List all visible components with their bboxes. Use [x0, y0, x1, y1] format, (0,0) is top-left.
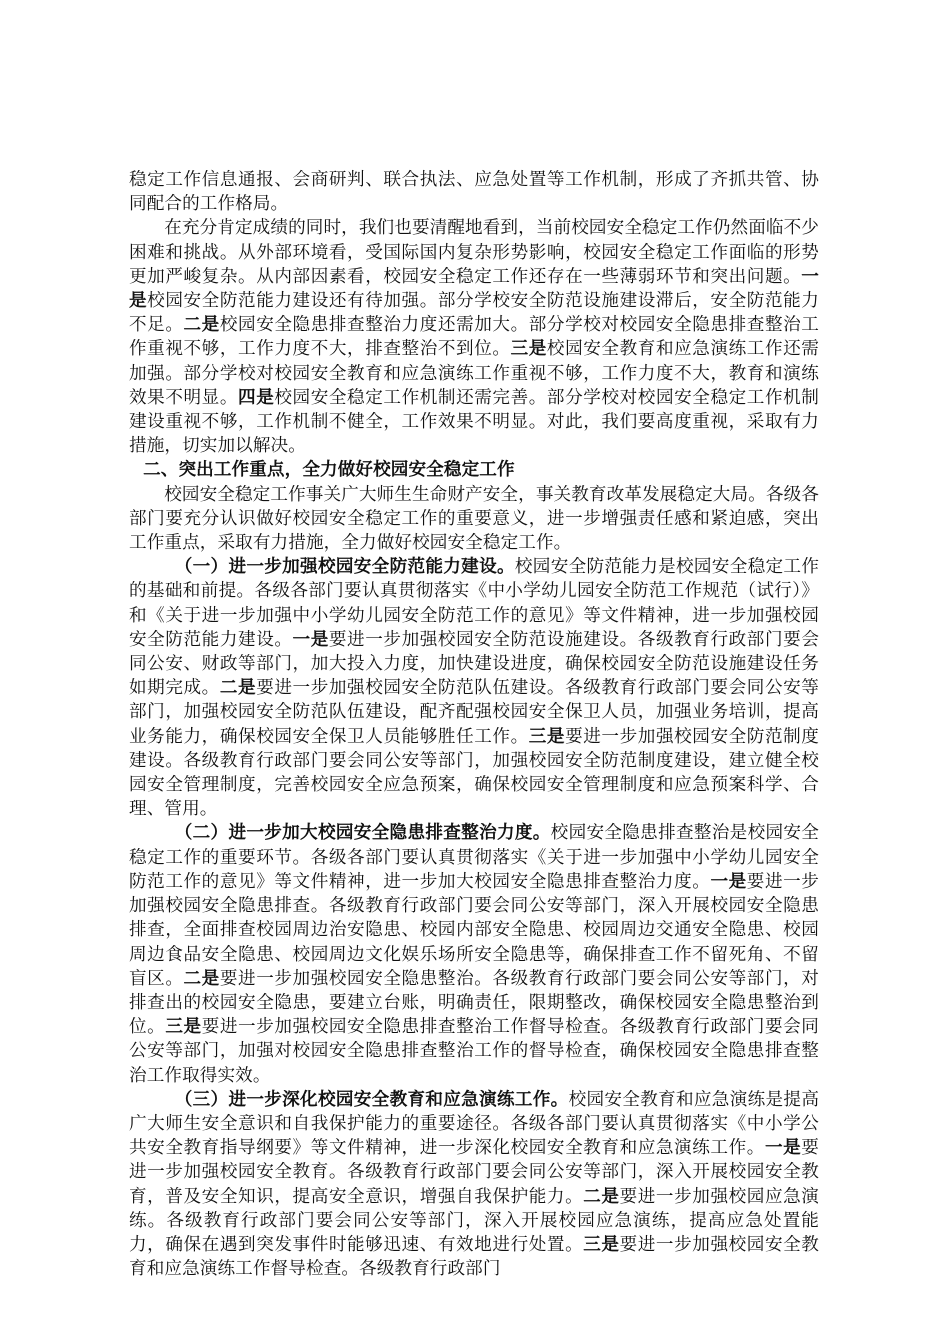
paragraph [129, 555, 819, 821]
section-heading [129, 458, 819, 482]
bold-run: 二是 [183, 967, 220, 989]
text-run: 要进一步加强校园安全隐患排查。各级教育行政部门要会同公安等部门，深入开展校园安全隐患排查，全面排查校园周边治安隐患、校园内部安全隐患、校园周边交通安全隐患、校园周边食品安全隐患、校园周边文化娱乐场所安全隐患等，确保排查工作不留死角、不留盲区。 [129, 871, 820, 989]
text-run: 校园安全防范能力建设还有待加强。部分学校安全防范设施建设滞后，安全防范能力不足。 [129, 291, 819, 336]
subheading-run: （一）进一步加强校园安全防范能力建设。 [174, 556, 515, 578]
subheading-run: （三）进一步深化校园安全教育和应急演练工作。 [174, 1088, 569, 1110]
paragraph [129, 216, 819, 458]
text-run: 校园安全稳定工作机制还需完善。部分学校对校园安全稳定工作机制建设重视不够，工作机制不健全，工作效果不明显。对此，我们要高度重视，采取有力措施，切实加以解决。 [129, 387, 819, 457]
text-run: 校园安全隐患排查整治力度还需加大。部分学校对校园安全隐患排查整治工作重视不够，工作力度不大，排查整治不到位。 [129, 315, 819, 360]
bold-run: 一是 [129, 265, 819, 312]
text-run: 要进一步加强校园安全防范设施建设。各级教育行政部门要会同公安、财政等部门，加大投入力度，加快建设进度，确保校园安全防范设施建设任务如期完成。 [129, 629, 820, 699]
text-run: 要进一步加强校园应急演练。各级教育行政部门要会同公安等部门，深入开展校园应急演练，提高应急处置能力，确保在遇到突发事件时能够迅速、有效地进行处置。 [129, 1186, 819, 1255]
heading-text: 二、突出工作重点，全力做好校园安全稳定工作 [143, 459, 515, 481]
text-run: 校园安全教育和应急演练是提高广大师生安全意识和自我保护能力的重要途径。各级各部门要认真贯彻落实《中小学公共安全教育指导纲要》等文件精神，进一步深化校园安全教育和应急演练工作。 [129, 1089, 820, 1159]
bold-run: 三是 [528, 725, 566, 747]
text-run: 要进一步加强校园安全教育和应急演练工作督导检查。各级教育行政部门 [129, 1234, 819, 1280]
bold-run: 一是 [710, 870, 747, 892]
bold-run: 二是 [219, 677, 257, 699]
text-run: 稳定工作信息通报、会商研判、联合执法、应急处置等工作机制，形成了齐抓共管、协同配合的工作格局。 [129, 170, 819, 215]
text-run: 要进一步加强校园安全教育。各级教育行政部门要会同公安等部门，深入开展校园安全教育，普及安全知识，提高安全意识，增强自我保护能力。 [129, 1138, 819, 1207]
text-run: 校园安全隐患排查整治是校园安全稳定工作的重要环节。各级各部门要认真贯彻落实《关于进一步加强中小学幼儿园安全防范工作的意见》等文件精神，进一步加大校园安全隐患排查整治力度。 [129, 823, 819, 892]
paragraph [129, 1088, 819, 1282]
bold-run: 三是 [583, 1233, 620, 1255]
bold-run: 二是 [583, 1185, 620, 1207]
bold-run: 一是 [292, 628, 329, 650]
paragraph [129, 168, 819, 216]
subheading-run: （二）进一步加大校园安全隐患排查整治力度。 [174, 822, 551, 844]
text-run: 要进一步加强校园安全防范制度建设。各级教育行政部门要会同公安等部门，加强校园安全防范制度建设，建立健全校园安全管理制度，完善校园安全应急预案，确保校园安全管理制度和应急预案科学、合理、管用。 [129, 726, 820, 820]
paragraph [129, 821, 819, 1087]
text-run: 校园安全教育和应急演练工作还需加强。部分学校对校园安全教育和应急演练工作重视不够，工作力度不大，教育和演练效果不明显。 [129, 339, 819, 408]
bold-run: 三是 [165, 1016, 202, 1038]
bold-run: 二是 [183, 314, 220, 336]
bold-run: 四是 [238, 386, 275, 408]
paragraph [129, 483, 819, 556]
bold-run: 一是 [764, 1137, 802, 1159]
text-run: 要进一步加强校园安全防范队伍建设。各级教育行政部门要会同公安等部门，加强校园安全防范队伍建设，配齐配强校园安全保卫人员，加强业务培训，提高业务能力，确保校园安全保卫人员能够胜任工作。 [129, 678, 819, 747]
text-run: 在充分肯定成绩的同时，我们也要清醒地看到，当前校园安全稳定工作仍然面临不少困难和挑战。从外部环境看，受国际国内复杂形势影响，校园安全稳定工作面临的形势更加严峻复杂。从内部因素看，校园安全稳定工作还存在一些薄弱环节和突出问题。 [129, 218, 819, 287]
text-run: 要进一步加强校园安全隐患排查整治工作督导检查。各级教育行政部门要会同公安等部门，加强对校园安全隐患排查整治工作的督导检查，确保校园安全隐患排查整治工作取得实效。 [129, 1017, 819, 1086]
text-run: 要进一步加强校园安全隐患整治。各级教育行政部门要会同公安等部门，对排查出的校园安全隐患，要建立台账，明确责任，限期整改，确保校园安全隐患整治到位。 [129, 968, 819, 1038]
document-body [129, 168, 819, 1281]
text-run: 校园安全稳定工作事关广大师生生命财产安全，事关教育改革发展稳定大局。各级各部门要充分认识做好校园安全稳定工作的重要意义，进一步增强责任感和紧迫感，突出工作重点，采取有力措施，全力做好校园安全稳定工作。 [129, 484, 819, 554]
text-run: 校园安全防范能力是校园安全稳定工作的基础和前提。各级各部门要认真贯彻落实《中小学幼儿园安全防范工作规范（试行）》和《关于进一步加强中小学幼儿园安全防范工作的意见》等文件精神，进一步加强校园安全防范能力建设。 [129, 557, 820, 650]
bold-run: 三是 [510, 338, 547, 360]
